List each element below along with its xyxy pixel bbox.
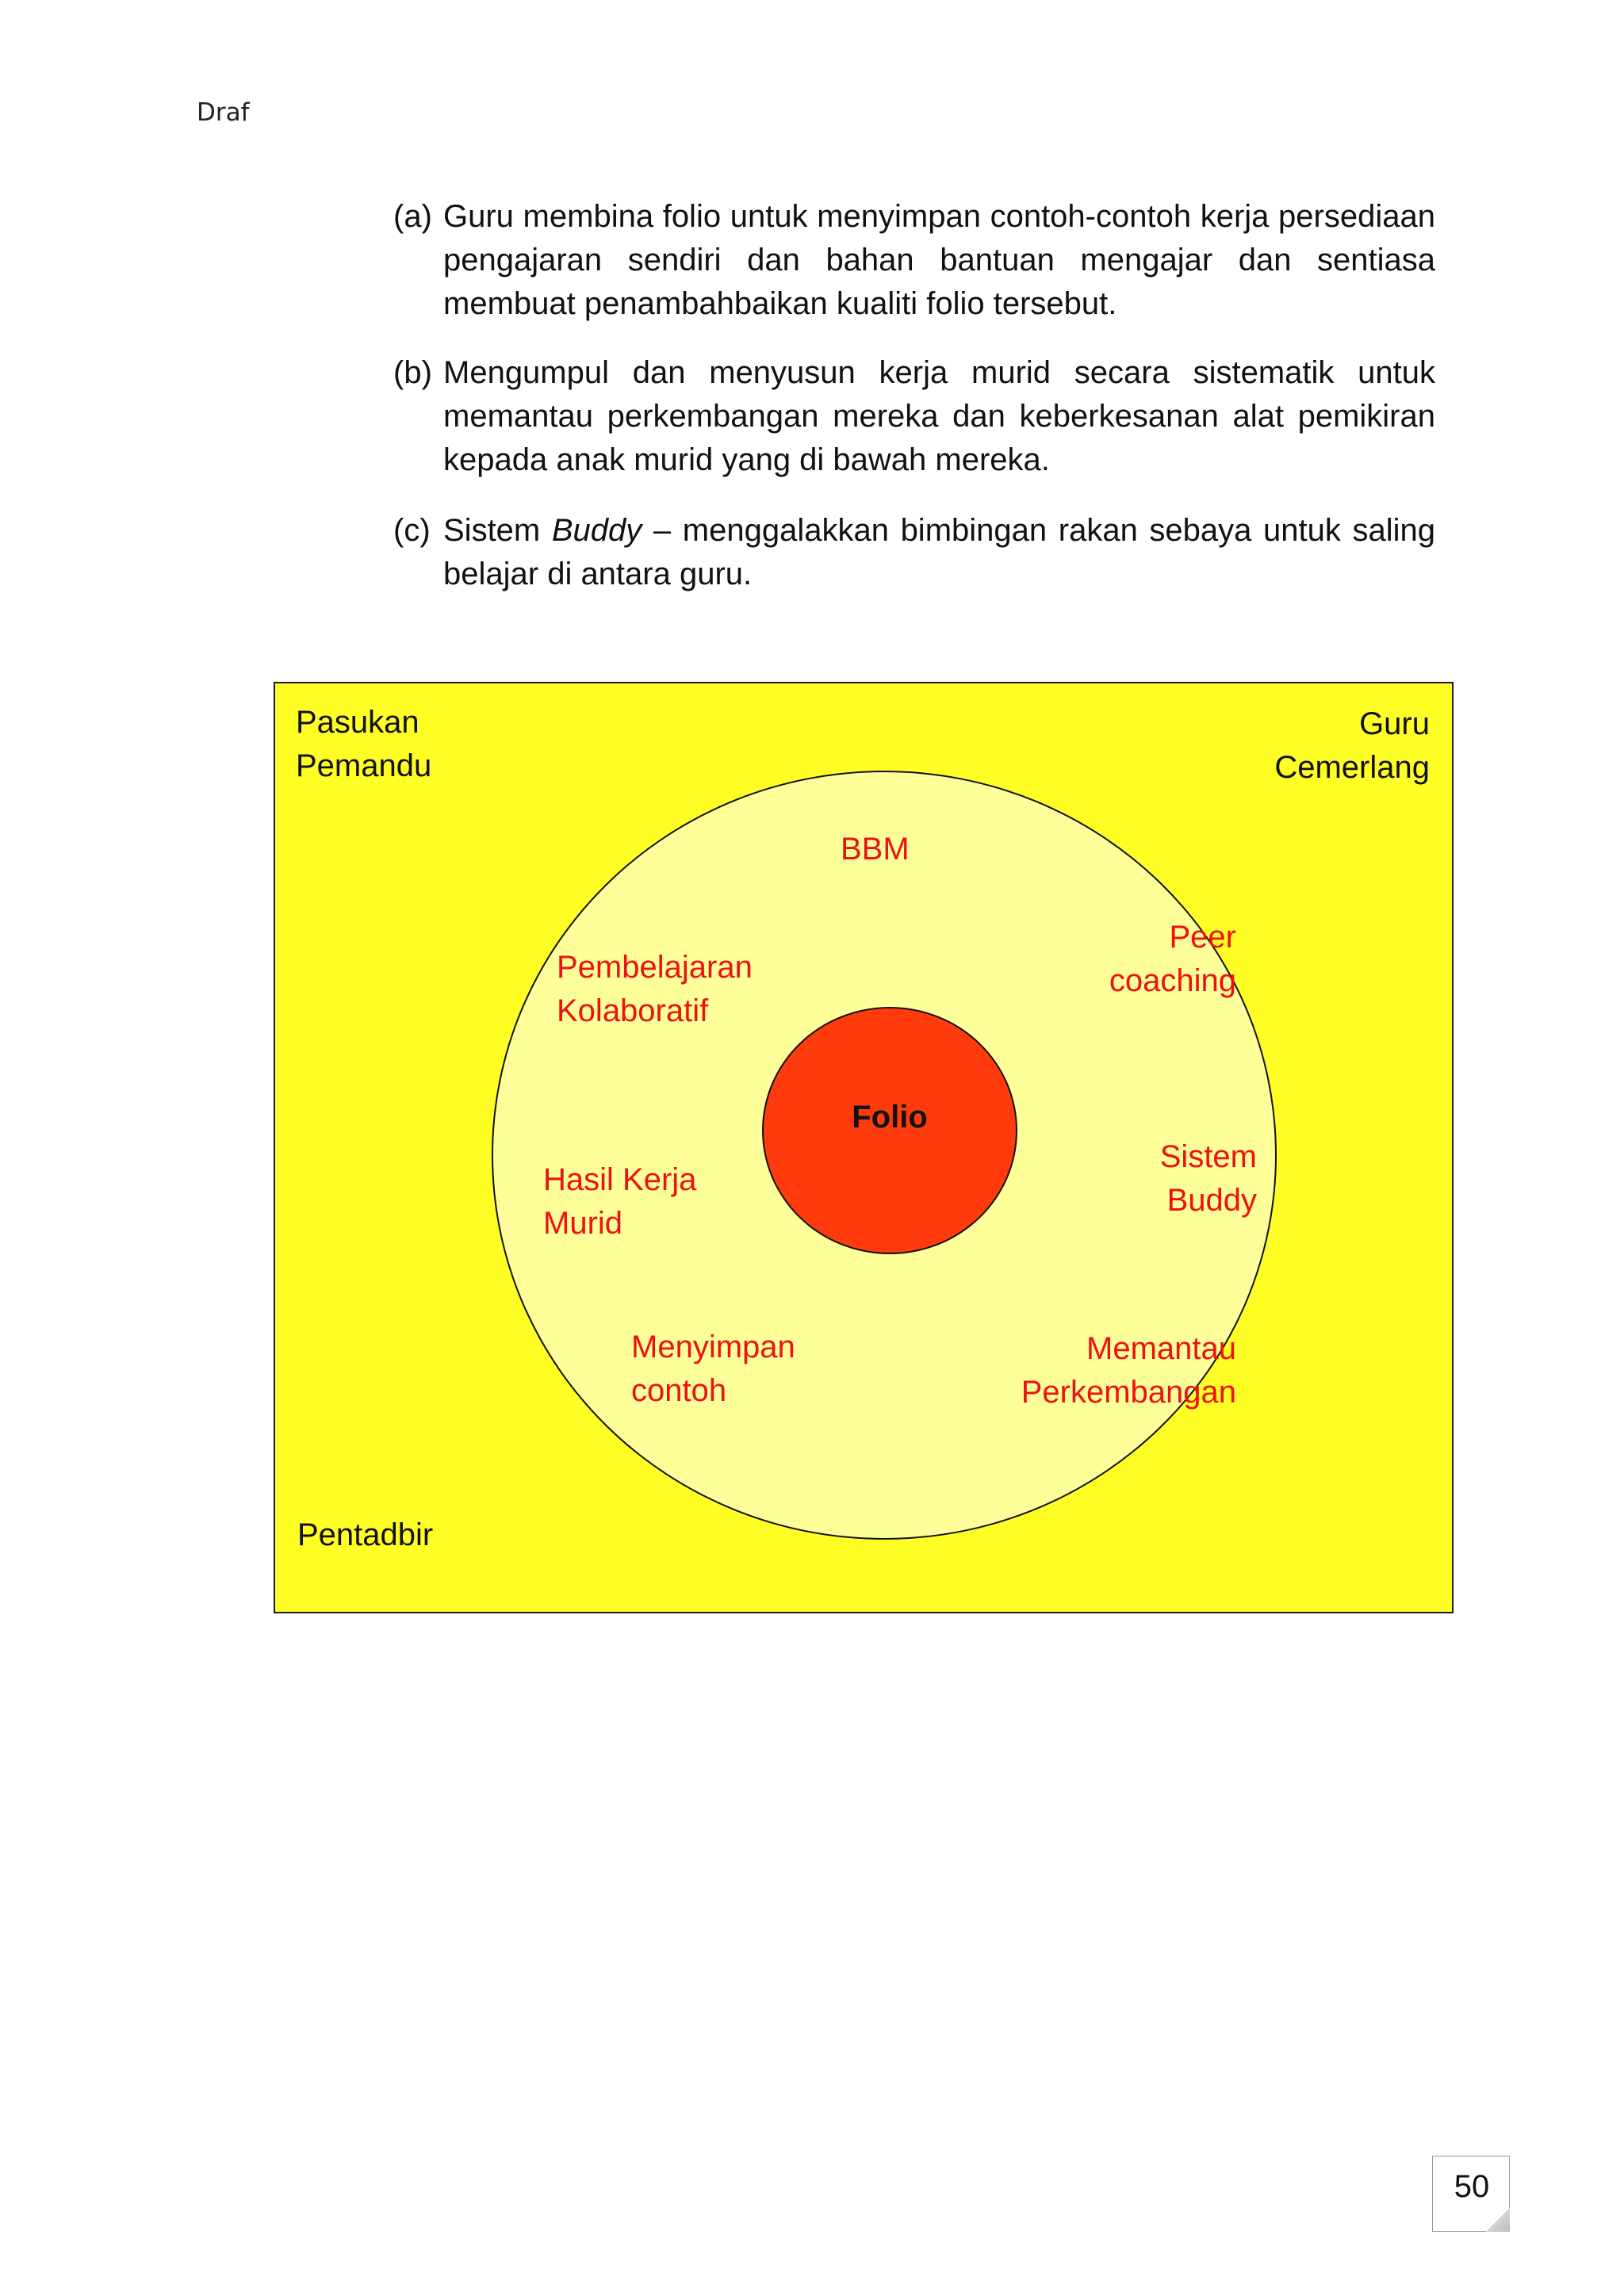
list-text: Sistem Buddy – menggalakkan bimbingan rakan sebaya untuk saling belajar di antara guru. bbox=[443, 513, 1436, 591]
center-label-folio: Folio bbox=[852, 1100, 928, 1135]
ring-label-hasil-kerja-murid: Hasil Kerja Murid bbox=[543, 1162, 697, 1241]
page-curl-icon bbox=[1486, 2208, 1510, 2232]
ring-label-menyimpan-contoh: Menyimpan contoh bbox=[631, 1330, 795, 1408]
corner-label-guru-cemerlang: Guru Cemerlang bbox=[1274, 706, 1430, 785]
list-item-a bbox=[393, 195, 1435, 326]
page-number: 50 bbox=[1454, 2169, 1490, 2204]
header-draft-label: Draf bbox=[197, 98, 250, 127]
list-text: Mengumpul dan menyusun kerja murid secara sistematik untuk memantau perkembangan mereka dan keberkesanan alat pemikiran kepada anak murid yang di bawah mereka. bbox=[443, 355, 1435, 477]
list-marker: (a) bbox=[393, 199, 432, 234]
ring-label-peer-coaching: Peer coaching bbox=[1109, 920, 1236, 998]
ring-label-pembelajaran-kolaboratif: Pembelajaran Kolaboratif bbox=[557, 950, 753, 1028]
list-item-b bbox=[393, 351, 1435, 482]
list-item-c bbox=[393, 509, 1435, 596]
italic-term: Buddy bbox=[551, 513, 642, 548]
list-text: Guru membina folio untuk menyimpan contoh-contoh kerja persediaan pengajaran sendiri dan bahan bantuan mengajar dan sentiasa membuat penambahbaikan kualiti folio tersebut. bbox=[443, 199, 1435, 321]
page-number-box bbox=[1432, 2156, 1510, 2232]
ring-label-memantau-perkembangan: Memantau Perkembangan bbox=[1021, 1331, 1236, 1410]
ring-label-sistem-buddy: Sistem Buddy bbox=[1159, 1139, 1257, 1218]
list-marker: (b) bbox=[393, 355, 432, 390]
folio-diagram bbox=[274, 682, 1454, 1613]
list-marker: (c) bbox=[393, 513, 431, 548]
corner-label-pentadbir: Pentadbir bbox=[297, 1517, 434, 1552]
ring-label-bbm: BBM bbox=[841, 832, 910, 867]
corner-label-pasukan-pemandu: Pasukan Pemandu bbox=[296, 705, 432, 783]
